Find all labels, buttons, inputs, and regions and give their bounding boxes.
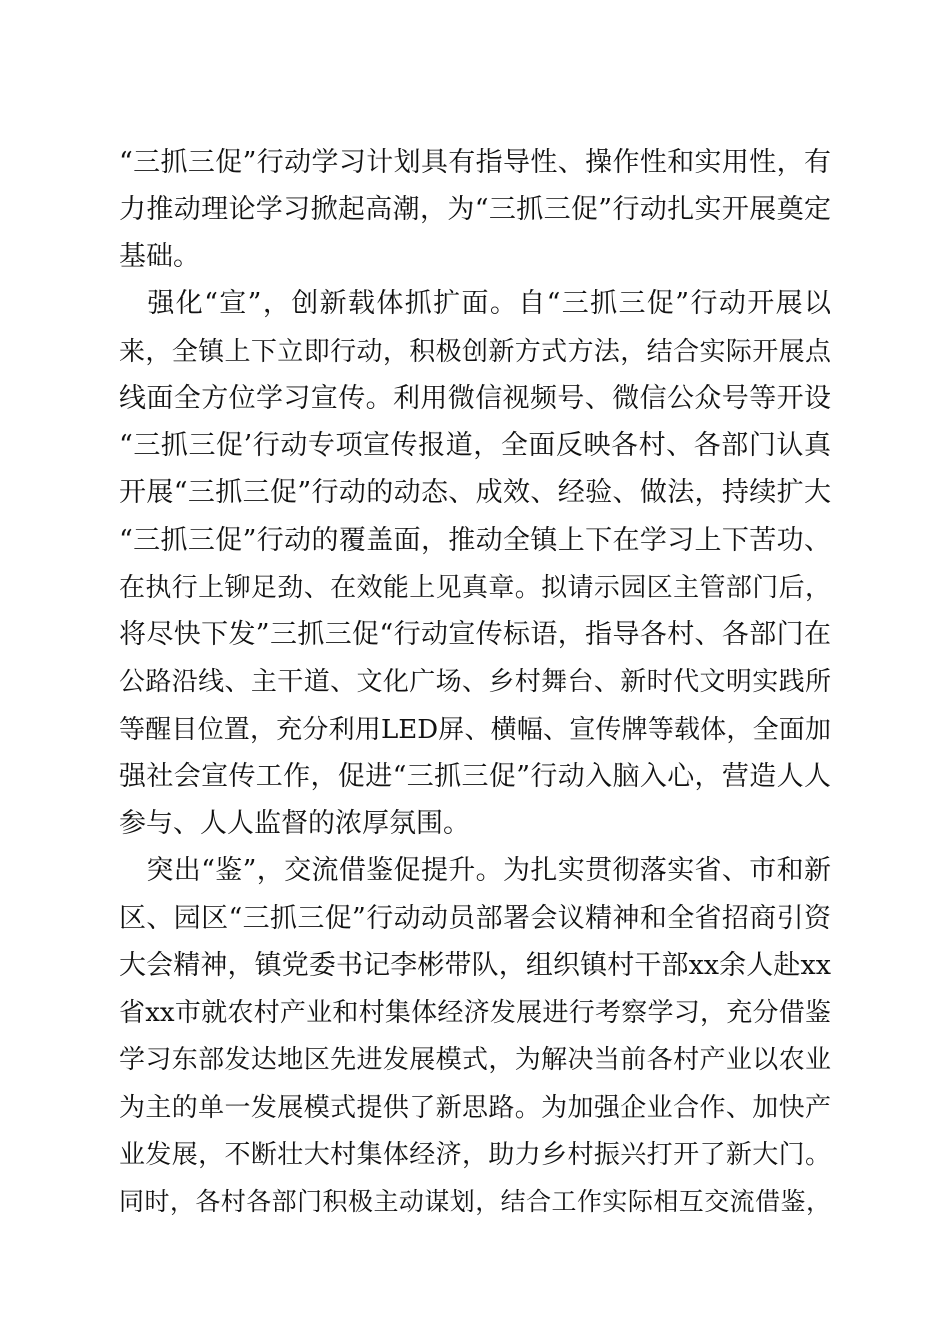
- text-line: 突出“鉴”，交流借鉴促提升。为扎实贯彻落实省、市和新: [119, 855, 831, 886]
- text-line: “三抓三促”行动的覆盖面，推动全镇上下在学习上下苦功、: [119, 525, 831, 556]
- text-line: 强社会宣传工作，促进“三抓三促”行动入脑入心，营造人人: [119, 761, 831, 792]
- text-line: 强化“宣”，创新载体抓扩面。自“三抓三促”行动开展以: [119, 288, 831, 319]
- text-line: 公路沿线、主干道、文化广场、乡村舞台、新时代文明实践所: [119, 667, 831, 697]
- text-line: “三抓三促”行动学习计划具有指导性、操作性和实用性，有: [119, 147, 831, 178]
- text-line: 业发展，不断壮大村集体经济，助力乡村振兴打开了新大门。: [119, 1140, 831, 1170]
- text-line: 开展“三抓三促”行动的动态、成效、经验、做法，持续扩大: [119, 477, 831, 508]
- text-line: 力推动理论学习掀起高潮，为“三抓三促”行动扎实开展奠定: [119, 194, 831, 225]
- text-line: 学习东部发达地区先进发展模式，为解决当前各村产业以农业: [119, 1045, 831, 1075]
- text-line: 省xx市就农村产业和村集体经济发展进行考察学习，充分借鉴: [119, 998, 831, 1028]
- text-line: 线面全方位学习宣传。利用微信视频号、微信公众号等开设: [119, 383, 831, 414]
- text-line: 来，全镇上下立即行动，积极创新方式方法，结合实际开展点: [119, 337, 831, 367]
- text-line: 参与、人人监督的浓厚氛围。: [119, 808, 470, 839]
- text-line: 在执行上铆足劲、在效能上见真章。拟请示园区主管部门后，: [119, 573, 831, 603]
- text-line: 将尽快下发”三抓三促“行动宣传标语，指导各村、各部门在: [119, 619, 831, 650]
- text-line: 区、园区“三抓三促”行动动员部署会议精神和全省招商引资: [119, 903, 831, 934]
- text-line: 为主的单一发展模式提供了新思路。为加强企业合作、加快产: [119, 1093, 831, 1123]
- text-line: 大会精神，镇党委书记李彬带队，组织镇村干部xx余人赴xx: [119, 950, 831, 981]
- text-line: 同时，各村各部门积极主动谋划，结合工作实际相互交流借鉴，: [119, 1187, 831, 1216]
- text-line: 基础。: [119, 241, 200, 272]
- text-line: “三抓三促’行动专项宣传报道，全面反映各村、各部门认真: [119, 430, 831, 461]
- text-line: 等醒目位置，充分利用LED屏、横幅、宣传牌等载体，全面加: [119, 715, 831, 745]
